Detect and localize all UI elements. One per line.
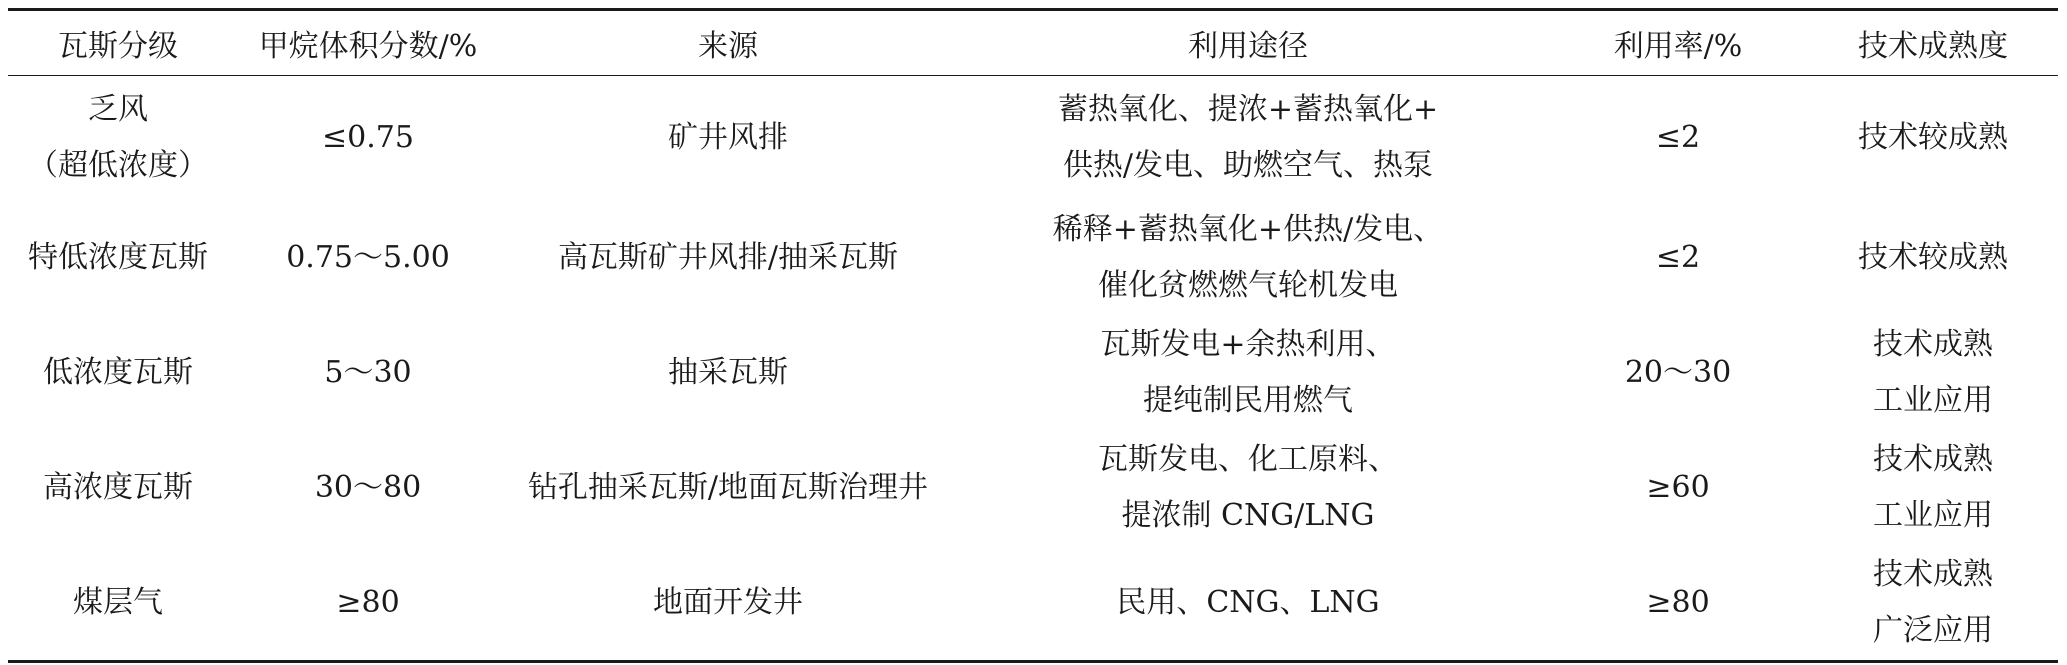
header-source: 来源 <box>698 29 758 64</box>
table-row <box>8 200 2058 315</box>
gas-utilization-table-container <box>8 8 2058 663</box>
cell-line: 工业应用 <box>1873 497 1993 533</box>
cell-line: 技术成熟 <box>1873 441 1993 477</box>
cell-line: 高浓度瓦斯 <box>43 469 193 505</box>
cell-source <box>508 315 948 430</box>
cell-line: （超低浓度） <box>28 148 208 183</box>
table-row <box>8 315 2058 430</box>
cell-line: 民用、CNG、LNG <box>1116 584 1380 620</box>
cell-line: 钻孔抽采瓦斯/地面瓦斯治理井 <box>527 469 929 505</box>
cell-methane <box>228 430 508 545</box>
cell-usage <box>948 545 1548 662</box>
cell-rate <box>1548 200 1808 315</box>
cell-line: 技术成熟 <box>1873 556 1993 592</box>
cell-usage <box>948 430 1548 545</box>
cell-line: 特低浓度瓦斯 <box>28 239 208 275</box>
cell-line: 蓄热氧化、提浓+蓄热氧化+ <box>1057 92 1439 127</box>
cell-grade <box>8 200 228 315</box>
cell-maturity <box>1808 430 2058 545</box>
cell-line: ≥80 <box>1646 584 1710 620</box>
cell-maturity <box>1808 200 2058 315</box>
table-row <box>8 76 2058 201</box>
table-body <box>8 76 2058 662</box>
header-grade: 瓦斯分级 <box>58 29 178 64</box>
cell-line: 供热/发电、助燃空气、热泵 <box>1062 148 1434 183</box>
cell-line: 30～80 <box>314 469 422 505</box>
cell-line: ≤0.75 <box>322 120 414 155</box>
cell-line: 提浓制 CNG/LNG <box>1121 497 1375 533</box>
header-maturity: 技术成熟度 <box>1858 29 2008 64</box>
cell-methane <box>228 200 508 315</box>
cell-maturity <box>1808 315 2058 430</box>
cell-grade <box>8 315 228 430</box>
cell-line: 工业应用 <box>1873 382 1993 418</box>
cell-maturity <box>1808 545 2058 662</box>
cell-line: ≤2 <box>1655 120 1701 155</box>
cell-usage <box>948 200 1548 315</box>
header-methane-fraction: 甲烷体积分数/% <box>258 29 478 64</box>
cell-line: 矿井风排 <box>668 120 788 155</box>
cell-line: 技术成熟 <box>1873 326 1993 362</box>
cell-source <box>508 200 948 315</box>
cell-line: 煤层气 <box>73 584 163 620</box>
cell-line: 稀释+蓄热氧化+供热/发电、 <box>1052 211 1444 247</box>
header-row <box>8 10 2058 76</box>
cell-usage <box>948 315 1548 430</box>
cell-line: ≥80 <box>336 584 400 620</box>
cell-methane <box>228 545 508 662</box>
cell-rate <box>1548 545 1808 662</box>
cell-line: 技术较成熟 <box>1858 120 2008 155</box>
cell-grade <box>8 430 228 545</box>
cell-grade <box>8 545 228 662</box>
cell-rate <box>1548 315 1808 430</box>
cell-maturity <box>1808 76 2058 201</box>
cell-line: 低浓度瓦斯 <box>43 354 193 390</box>
header-usage: 利用途径 <box>1188 29 1308 64</box>
cell-methane <box>228 315 508 430</box>
cell-line: 地面开发井 <box>653 584 803 620</box>
cell-grade <box>8 76 228 201</box>
cell-line: 0.75～5.00 <box>286 239 450 275</box>
cell-rate <box>1548 76 1808 201</box>
cell-source <box>508 76 948 201</box>
cell-line: 瓦斯发电+余热利用、 <box>1100 326 1396 362</box>
table-header <box>8 10 2058 76</box>
cell-line: 提纯制民用燃气 <box>1143 382 1353 418</box>
cell-line: 瓦斯发电、化工原料、 <box>1098 441 1398 477</box>
cell-line: 20～30 <box>1624 354 1732 390</box>
cell-line: 乏风 <box>88 92 148 127</box>
cell-line: 5～30 <box>324 354 412 390</box>
cell-usage <box>948 76 1548 201</box>
cell-line: ≥60 <box>1646 469 1710 505</box>
table-row <box>8 545 2058 662</box>
table-row <box>8 430 2058 545</box>
gas-utilization-table <box>8 8 2058 663</box>
cell-line: 催化贫燃燃气轮机发电 <box>1098 267 1398 303</box>
cell-line: 技术较成熟 <box>1858 239 2008 275</box>
cell-line: 高瓦斯矿井风排/抽采瓦斯 <box>557 239 899 275</box>
cell-methane <box>228 76 508 201</box>
cell-line: ≤2 <box>1655 239 1701 275</box>
cell-line: 广泛应用 <box>1873 612 1993 648</box>
cell-line: 抽采瓦斯 <box>668 354 788 390</box>
cell-source <box>508 430 948 545</box>
header-utilization-rate: 利用率/% <box>1613 29 1743 64</box>
cell-source <box>508 545 948 662</box>
cell-rate <box>1548 430 1808 545</box>
